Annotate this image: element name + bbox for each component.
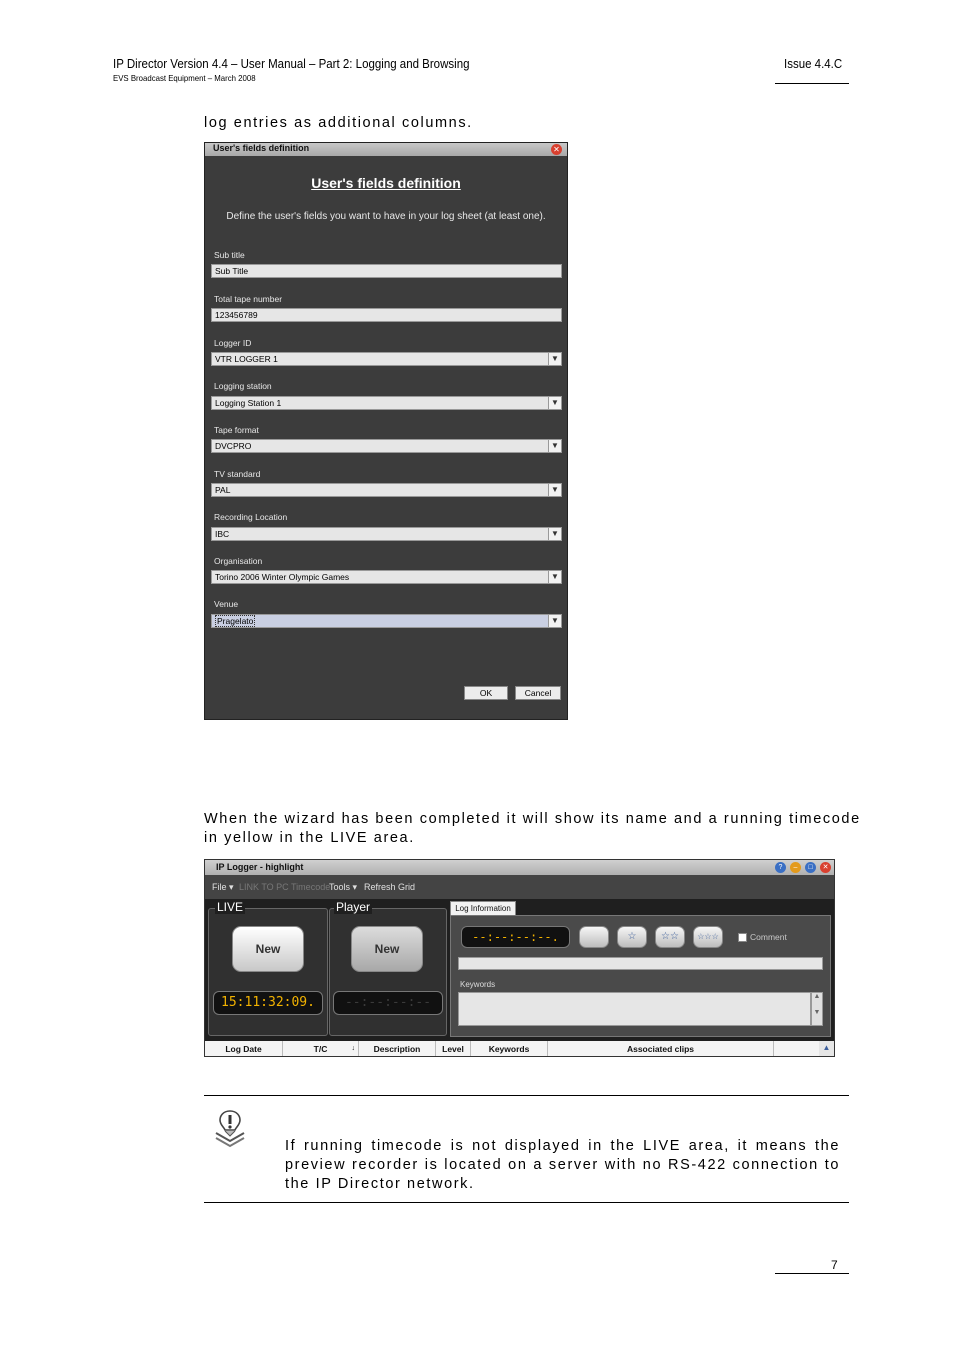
keywords-area[interactable] bbox=[458, 992, 811, 1026]
player-timecode: --:--:--:-- bbox=[333, 991, 443, 1015]
close-icon[interactable]: ✕ bbox=[820, 862, 831, 873]
tape-format-select[interactable] bbox=[211, 439, 562, 453]
field-value: DVCPRO bbox=[215, 441, 252, 451]
rating-2-star-button[interactable] bbox=[655, 926, 685, 948]
field-value: Pragelato bbox=[217, 616, 254, 626]
users-fields-dialog bbox=[204, 142, 568, 720]
menu-file[interactable] bbox=[212, 882, 234, 893]
chevron-down-icon[interactable]: ▼ bbox=[548, 484, 561, 496]
dialog-window-title: User's fields definition bbox=[213, 143, 310, 153]
column-associated-clips[interactable]: Associated clips bbox=[548, 1041, 774, 1057]
menu-link-timecode[interactable]: LINK TO PC Timecode bbox=[239, 882, 331, 892]
comment-checkbox[interactable] bbox=[738, 933, 747, 942]
column-log-date[interactable]: Log Date bbox=[205, 1041, 283, 1057]
menu-tools-label: Tools bbox=[329, 882, 351, 892]
live-label: LIVE bbox=[217, 900, 244, 914]
chevron-down-icon[interactable]: ▼ bbox=[548, 397, 561, 409]
close-icon[interactable]: ✕ bbox=[551, 144, 562, 155]
field-value: Torino 2006 Winter Olympic Games bbox=[215, 572, 350, 582]
logging-station-select[interactable] bbox=[211, 396, 562, 410]
note-text: If running timecode is not displayed in the LIVE area, it means the preview recorder is located on a server with no RS-422 connection to the IP Director network. bbox=[285, 1138, 840, 1192]
dialog-heading: User's fields definition bbox=[311, 175, 461, 191]
note-icon bbox=[213, 1109, 247, 1149]
field-label-tape-number: Total tape number bbox=[214, 294, 283, 304]
chevron-down-icon[interactable]: ▼ bbox=[548, 440, 561, 452]
field-label-organisation: Organisation bbox=[214, 556, 263, 566]
live-new-button[interactable]: New bbox=[232, 926, 304, 972]
chevron-up-icon: ▲ bbox=[822, 1043, 831, 1052]
log-grid-header bbox=[205, 1041, 834, 1057]
wizard-text-line2: in yellow in the LIVE area. bbox=[204, 830, 415, 846]
column-tc-label: T/C bbox=[313, 1044, 328, 1054]
logger-window-title: IP Logger - highlight bbox=[216, 862, 304, 872]
rating-1-star-button[interactable] bbox=[617, 926, 647, 948]
grid-scroll-up[interactable] bbox=[819, 1041, 834, 1057]
player-label: Player bbox=[336, 900, 371, 914]
field-value: VTR LOGGER 1 bbox=[215, 354, 278, 364]
menu-tools[interactable] bbox=[329, 882, 357, 893]
column-keywords[interactable]: Keywords bbox=[471, 1041, 548, 1057]
star-icon: ☆☆ bbox=[661, 931, 679, 942]
logger-menubar bbox=[205, 875, 834, 899]
tape-number-input[interactable] bbox=[211, 308, 562, 322]
field-label-tv-standard: TV standard bbox=[214, 469, 261, 479]
column-tc[interactable] bbox=[283, 1041, 359, 1057]
player-new-button[interactable]: New bbox=[351, 926, 423, 972]
chevron-down-icon[interactable]: ▼ bbox=[548, 571, 561, 583]
header-rule bbox=[775, 83, 849, 84]
note-top-rule bbox=[204, 1095, 849, 1096]
field-value: PAL bbox=[215, 485, 231, 495]
dialog-titlebar bbox=[205, 143, 567, 156]
rating-none-button[interactable] bbox=[579, 926, 609, 948]
field-value: Logging Station 1 bbox=[215, 398, 282, 408]
minimize-icon[interactable]: – bbox=[790, 862, 801, 873]
field-value: IBC bbox=[215, 529, 230, 539]
maximize-icon[interactable]: □ bbox=[805, 862, 816, 873]
rating-3-star-button[interactable] bbox=[693, 926, 723, 948]
live-timecode: 15:11:32:09. bbox=[213, 991, 323, 1015]
header-subtitle: EVS Broadcast Equipment – March 2008 bbox=[113, 73, 256, 83]
keywords-label: Keywords bbox=[460, 980, 496, 989]
field-label-tape-format: Tape format bbox=[214, 425, 259, 435]
info-timecode: --:--:--:--. bbox=[461, 926, 570, 948]
intro-text: log entries as additional columns. bbox=[204, 115, 473, 131]
logger-id-select[interactable] bbox=[211, 352, 562, 366]
field-label-recording-location: Recording Location bbox=[214, 512, 288, 522]
field-label-venue: Venue bbox=[214, 599, 239, 609]
chevron-down-icon[interactable]: ▼ bbox=[548, 615, 561, 627]
subtitle-input[interactable] bbox=[211, 264, 562, 278]
ip-logger-window bbox=[204, 859, 835, 1057]
menu-refresh-grid[interactable]: Refresh Grid bbox=[364, 882, 416, 892]
field-label-subtitle: Sub title bbox=[214, 250, 245, 260]
chevron-down-icon[interactable]: ▼ bbox=[548, 528, 561, 540]
chevron-down-icon: ▼ bbox=[813, 1009, 821, 1016]
field-value: 123456789 bbox=[215, 310, 258, 320]
footer-rule bbox=[775, 1273, 849, 1274]
header-title: IP Director Version 4.4 – User Manual – Part 2: Logging and Browsing bbox=[113, 57, 470, 71]
column-level[interactable]: Level bbox=[436, 1041, 471, 1057]
star-icon: ☆☆☆ bbox=[697, 932, 719, 941]
page-number: 7 bbox=[831, 1258, 838, 1272]
column-description[interactable]: Description bbox=[359, 1041, 436, 1057]
field-label-logger-id: Logger ID bbox=[214, 338, 252, 348]
venue-select[interactable] bbox=[211, 614, 562, 628]
menu-file-label: File bbox=[212, 882, 227, 892]
header-issue: Issue 4.4.C bbox=[784, 57, 843, 71]
chevron-down-icon[interactable]: ▼ bbox=[548, 353, 561, 365]
wizard-text-line1: When the wizard has been completed it will show its name and a running timecode bbox=[204, 811, 861, 827]
organisation-select[interactable] bbox=[211, 570, 562, 584]
chevron-down-icon: ▾ bbox=[352, 882, 358, 892]
star-icon: ☆ bbox=[627, 931, 637, 942]
field-value: Sub Title bbox=[215, 266, 249, 276]
log-information-panel bbox=[450, 915, 831, 1037]
chevron-down-icon: ▾ bbox=[229, 882, 234, 892]
tv-standard-select[interactable] bbox=[211, 483, 562, 497]
field-label-logging-station: Logging station bbox=[214, 381, 272, 391]
help-icon[interactable]: ? bbox=[775, 862, 786, 873]
tab-log-information[interactable]: Log Information bbox=[450, 901, 516, 915]
cancel-button[interactable]: Cancel bbox=[515, 686, 561, 700]
dialog-description: Define the user's fields you want to have in your log sheet (at least one). bbox=[226, 211, 546, 222]
keywords-scrollbar[interactable] bbox=[811, 992, 823, 1026]
sort-arrow-icon: ↓ bbox=[351, 1045, 355, 1052]
note-bottom-rule bbox=[204, 1202, 849, 1203]
logger-titlebar bbox=[205, 860, 834, 875]
ok-button[interactable]: OK bbox=[464, 686, 508, 700]
description-input[interactable] bbox=[458, 957, 823, 970]
chevron-up-icon: ▲ bbox=[813, 993, 821, 1000]
recording-location-select[interactable] bbox=[211, 527, 562, 541]
comment-label: Comment bbox=[750, 932, 787, 942]
